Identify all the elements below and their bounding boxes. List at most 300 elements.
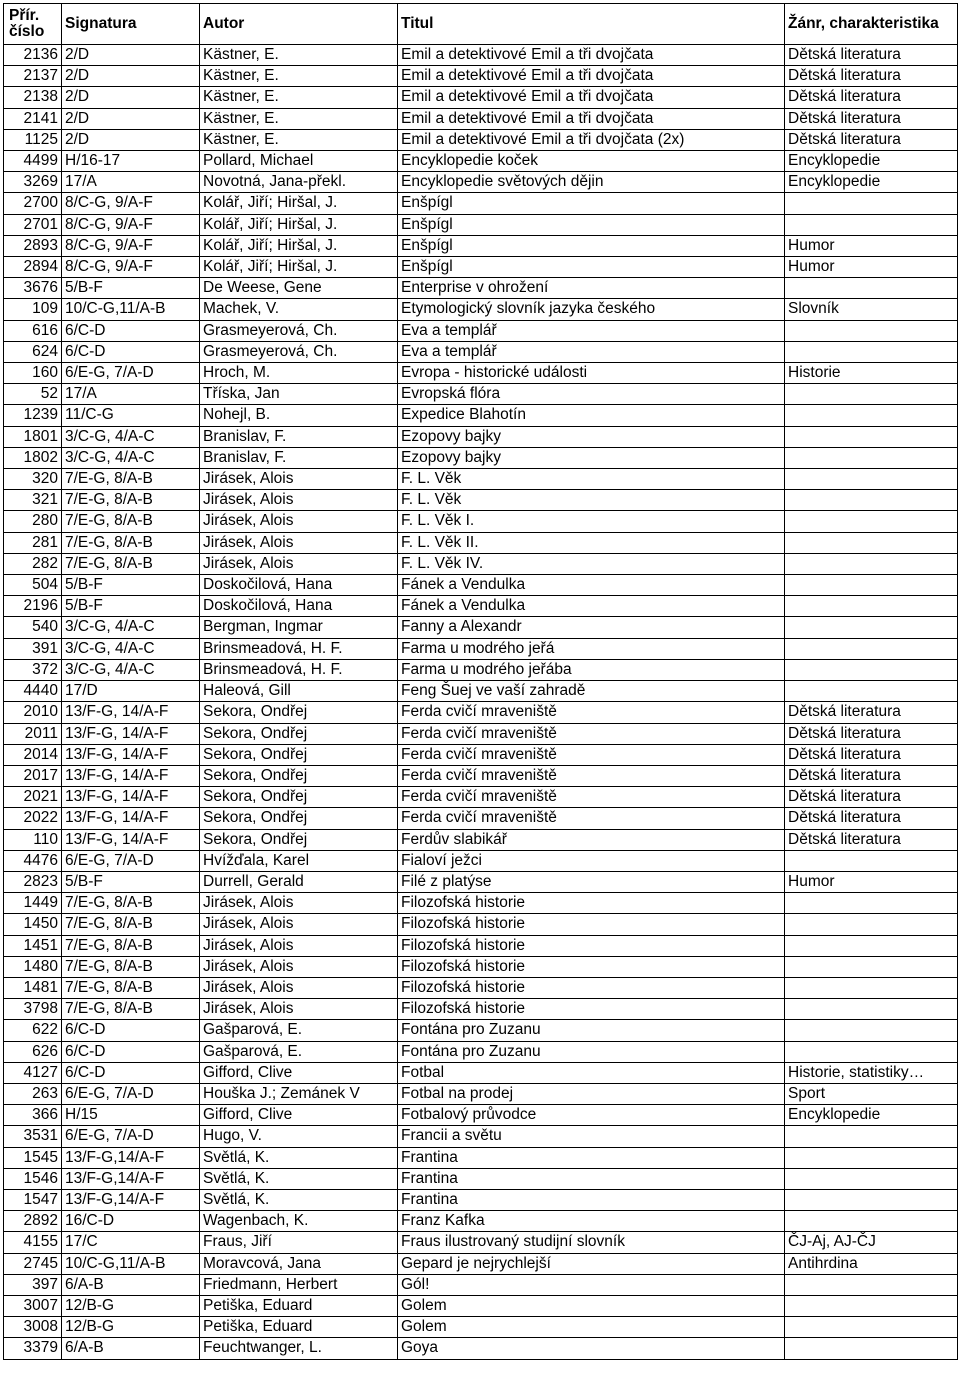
cell-zanr: [785, 956, 958, 977]
cell-zanr: [785, 469, 958, 490]
cell-signatura: 6/E-G, 7/A-D: [62, 850, 200, 871]
cell-zanr: [785, 1274, 958, 1295]
cell-cislo: 3379: [4, 1338, 62, 1359]
cell-autor: Světlá, K.: [200, 1168, 398, 1189]
cell-signatura: 3/C-G, 4/A-C: [62, 659, 200, 680]
cell-autor: Kästner, E.: [200, 108, 398, 129]
cell-signatura: 7/E-G, 8/A-B: [62, 490, 200, 511]
cell-titul: Francii a světu: [398, 1126, 785, 1147]
cell-zanr: [785, 575, 958, 596]
cell-cislo: 109: [4, 299, 62, 320]
table-row: [4, 1168, 958, 1189]
cell-titul: Fánek a Vendulka: [398, 596, 785, 617]
cell-signatura: H/16-17: [62, 151, 200, 172]
table-row: [4, 384, 958, 405]
cell-signatura: 16/C-D: [62, 1211, 200, 1232]
cell-cislo: 2745: [4, 1253, 62, 1274]
cell-cislo: 281: [4, 532, 62, 553]
table-row: [4, 893, 958, 914]
cell-cislo: 2894: [4, 257, 62, 278]
cell-cislo: 2137: [4, 66, 62, 87]
cell-titul: F. L. Věk I.: [398, 511, 785, 532]
cell-cislo: 2892: [4, 1211, 62, 1232]
header-signatura: Signatura: [62, 4, 200, 45]
cell-titul: Golem: [398, 1295, 785, 1316]
cell-cislo: 622: [4, 1020, 62, 1041]
table-row: [4, 575, 958, 596]
cell-autor: Petiška, Eduard: [200, 1317, 398, 1338]
cell-cislo: 4155: [4, 1232, 62, 1253]
cell-zanr: [785, 914, 958, 935]
cell-zanr: [785, 532, 958, 553]
cell-autor: Sekora, Ondřej: [200, 787, 398, 808]
cell-cislo: 280: [4, 511, 62, 532]
table-row: [4, 1232, 958, 1253]
cell-titul: F. L. Věk II.: [398, 532, 785, 553]
cell-titul: Emil a detektivové Emil a tři dvojčata: [398, 45, 785, 66]
cell-cislo: 3798: [4, 999, 62, 1020]
cell-signatura: 6/C-D: [62, 341, 200, 362]
cell-zanr: [785, 214, 958, 235]
cell-zanr: Dětská literatura: [785, 702, 958, 723]
cell-zanr: [785, 1020, 958, 1041]
cell-titul: Ferdův slabikář: [398, 829, 785, 850]
cell-titul: Emil a detektivové Emil a tři dvojčata (2x): [398, 129, 785, 150]
cell-titul: Eva a templář: [398, 341, 785, 362]
table-row: [4, 744, 958, 765]
table-row: [4, 1189, 958, 1210]
cell-cislo: 624: [4, 341, 62, 362]
cell-titul: F. L. Věk IV.: [398, 553, 785, 574]
cell-zanr: [785, 1147, 958, 1168]
table-row: [4, 1020, 958, 1041]
table-row: [4, 999, 958, 1020]
cell-cislo: 3676: [4, 278, 62, 299]
header-cislo-line2: číslo: [9, 23, 45, 40]
table-body: [4, 45, 958, 1360]
cell-autor: Sekora, Ondřej: [200, 744, 398, 765]
table-row: [4, 235, 958, 256]
table-row: [4, 1062, 958, 1083]
cell-signatura: 5/B-F: [62, 596, 200, 617]
cell-signatura: 7/E-G, 8/A-B: [62, 935, 200, 956]
cell-signatura: 13/F-G, 14/A-F: [62, 744, 200, 765]
cell-titul: Evropa - historické události: [398, 363, 785, 384]
cell-zanr: [785, 681, 958, 702]
cell-signatura: 6/E-G, 7/A-D: [62, 1126, 200, 1147]
cell-autor: Brinsmeadová, H. F.: [200, 638, 398, 659]
table-row: [4, 151, 958, 172]
cell-zanr: Encyklopedie: [785, 172, 958, 193]
cell-signatura: 13/F-G,14/A-F: [62, 1189, 200, 1210]
cell-titul: Fanny a Alexandr: [398, 617, 785, 638]
cell-autor: Kästner, E.: [200, 129, 398, 150]
cell-titul: Enšpígl: [398, 214, 785, 235]
table-row: [4, 490, 958, 511]
cell-titul: Golem: [398, 1317, 785, 1338]
cell-cislo: 2017: [4, 765, 62, 786]
cell-autor: Kästner, E.: [200, 45, 398, 66]
cell-autor: Světlá, K.: [200, 1189, 398, 1210]
cell-cislo: 1546: [4, 1168, 62, 1189]
cell-zanr: [785, 638, 958, 659]
cell-zanr: [785, 193, 958, 214]
cell-autor: Sekora, Ondřej: [200, 702, 398, 723]
cell-signatura: 17/C: [62, 1232, 200, 1253]
table-row: [4, 787, 958, 808]
cell-zanr: ČJ-Aj, AJ-ČJ: [785, 1232, 958, 1253]
header-row: [4, 4, 958, 45]
cell-autor: Jirásek, Alois: [200, 490, 398, 511]
table-row: [4, 66, 958, 87]
cell-autor: Wagenbach, K.: [200, 1211, 398, 1232]
cell-signatura: 17/A: [62, 384, 200, 405]
cell-zanr: [785, 659, 958, 680]
cell-zanr: Dětská literatura: [785, 723, 958, 744]
cell-signatura: 10/C-G,11/A-B: [62, 299, 200, 320]
cell-titul: Fotbal na prodej: [398, 1083, 785, 1104]
cell-signatura: 12/B-G: [62, 1295, 200, 1316]
table-row: [4, 532, 958, 553]
table-row: [4, 850, 958, 871]
cell-titul: Ezopovy bajky: [398, 426, 785, 447]
cell-cislo: 4440: [4, 681, 62, 702]
table-row: [4, 1253, 958, 1274]
cell-zanr: Dětská literatura: [785, 45, 958, 66]
cell-signatura: 7/E-G, 8/A-B: [62, 977, 200, 998]
cell-autor: Jirásek, Alois: [200, 532, 398, 553]
cell-titul: Filozofská historie: [398, 893, 785, 914]
table-row: [4, 1317, 958, 1338]
cell-autor: Pollard, Michael: [200, 151, 398, 172]
cell-zanr: Dětská literatura: [785, 129, 958, 150]
cell-signatura: 8/C-G, 9/A-F: [62, 235, 200, 256]
cell-signatura: 11/C-G: [62, 405, 200, 426]
cell-cislo: 1801: [4, 426, 62, 447]
cell-autor: Nohejl, B.: [200, 405, 398, 426]
cell-signatura: 3/C-G, 4/A-C: [62, 617, 200, 638]
cell-autor: Brinsmeadová, H. F.: [200, 659, 398, 680]
cell-zanr: [785, 1126, 958, 1147]
cell-autor: Sekora, Ondřej: [200, 765, 398, 786]
cell-signatura: 13/F-G, 14/A-F: [62, 765, 200, 786]
cell-autor: Kolář, Jiří; Hiršal, J.: [200, 193, 398, 214]
cell-zanr: Encyklopedie: [785, 151, 958, 172]
cell-zanr: Humor: [785, 235, 958, 256]
cell-signatura: 2/D: [62, 87, 200, 108]
cell-titul: Encyklopedie koček: [398, 151, 785, 172]
cell-titul: Filozofská historie: [398, 914, 785, 935]
cell-zanr: [785, 1189, 958, 1210]
cell-zanr: [785, 999, 958, 1020]
cell-cislo: 320: [4, 469, 62, 490]
cell-titul: Ferda cvičí mraveniště: [398, 702, 785, 723]
cell-zanr: [785, 893, 958, 914]
cell-titul: F. L. Věk: [398, 490, 785, 511]
cell-signatura: 12/B-G: [62, 1317, 200, 1338]
cell-autor: Kolář, Jiří; Hiršal, J.: [200, 214, 398, 235]
cell-signatura: 6/C-D: [62, 1020, 200, 1041]
cell-signatura: 6/C-D: [62, 1062, 200, 1083]
cell-titul: Ferda cvičí mraveniště: [398, 787, 785, 808]
cell-titul: Enšpígl: [398, 257, 785, 278]
cell-zanr: Encyklopedie: [785, 1105, 958, 1126]
cell-signatura: 7/E-G, 8/A-B: [62, 511, 200, 532]
cell-titul: Frantina: [398, 1147, 785, 1168]
cell-zanr: [785, 490, 958, 511]
cell-autor: Gašparová, E.: [200, 1020, 398, 1041]
header-cislo: [4, 4, 62, 45]
cell-titul: Goya: [398, 1338, 785, 1359]
table-row: [4, 1295, 958, 1316]
cell-cislo: 1450: [4, 914, 62, 935]
cell-signatura: 7/E-G, 8/A-B: [62, 956, 200, 977]
table-row: [4, 553, 958, 574]
cell-signatura: 8/C-G, 9/A-F: [62, 193, 200, 214]
table-row: [4, 829, 958, 850]
table-row: [4, 511, 958, 532]
cell-zanr: [785, 553, 958, 574]
cell-signatura: 13/F-G, 14/A-F: [62, 702, 200, 723]
cell-autor: Fraus, Jiří: [200, 1232, 398, 1253]
cell-autor: Kolář, Jiří; Hiršal, J.: [200, 257, 398, 278]
table-row: [4, 935, 958, 956]
cell-cislo: 52: [4, 384, 62, 405]
cell-titul: Ferda cvičí mraveniště: [398, 744, 785, 765]
cell-cislo: 4127: [4, 1062, 62, 1083]
table-row: [4, 257, 958, 278]
cell-titul: Frantina: [398, 1168, 785, 1189]
cell-titul: Ferda cvičí mraveniště: [398, 723, 785, 744]
table-row: [4, 1083, 958, 1104]
cell-cislo: 2022: [4, 808, 62, 829]
cell-titul: Fotbal: [398, 1062, 785, 1083]
cell-cislo: 1480: [4, 956, 62, 977]
cell-signatura: 6/E-G, 7/A-D: [62, 363, 200, 384]
cell-zanr: Dětská literatura: [785, 66, 958, 87]
cell-titul: Fontána pro Zuzanu: [398, 1020, 785, 1041]
cell-zanr: [785, 596, 958, 617]
table-row: [4, 956, 958, 977]
cell-autor: Jirásek, Alois: [200, 999, 398, 1020]
cell-cislo: 3007: [4, 1295, 62, 1316]
cell-titul: Enšpígl: [398, 235, 785, 256]
table-row: [4, 172, 958, 193]
table-row: [4, 977, 958, 998]
cell-autor: Doskočilová, Hana: [200, 575, 398, 596]
cell-zanr: [785, 1041, 958, 1062]
cell-zanr: [785, 511, 958, 532]
table-row: [4, 129, 958, 150]
cell-titul: Fánek a Vendulka: [398, 575, 785, 596]
cell-signatura: 13/F-G,14/A-F: [62, 1147, 200, 1168]
cell-titul: Filozofská historie: [398, 956, 785, 977]
cell-autor: Jirásek, Alois: [200, 977, 398, 998]
cell-titul: Enšpígl: [398, 193, 785, 214]
cell-autor: Kästner, E.: [200, 66, 398, 87]
cell-zanr: Humor: [785, 871, 958, 892]
table-row: [4, 1338, 958, 1359]
cell-titul: Frantina: [398, 1189, 785, 1210]
cell-signatura: 7/E-G, 8/A-B: [62, 914, 200, 935]
cell-zanr: Dětská literatura: [785, 108, 958, 129]
cell-signatura: 6/A-B: [62, 1338, 200, 1359]
table-row: [4, 702, 958, 723]
cell-zanr: [785, 1295, 958, 1316]
header-titul: Titul: [398, 4, 785, 45]
cell-zanr: [785, 850, 958, 871]
table-row: [4, 45, 958, 66]
cell-titul: Filozofská historie: [398, 935, 785, 956]
cell-autor: Doskočilová, Hana: [200, 596, 398, 617]
cell-titul: Farma u modrého jeřá: [398, 638, 785, 659]
cell-autor: Houška J.; Zemánek V: [200, 1083, 398, 1104]
cell-autor: Petiška, Eduard: [200, 1295, 398, 1316]
cell-cislo: 1449: [4, 893, 62, 914]
cell-zanr: [785, 426, 958, 447]
table-row: [4, 638, 958, 659]
cell-cislo: 263: [4, 1083, 62, 1104]
cell-titul: Emil a detektivové Emil a tři dvojčata: [398, 66, 785, 87]
cell-autor: Jirásek, Alois: [200, 956, 398, 977]
cell-titul: Fialoví ježci: [398, 850, 785, 871]
cell-cislo: 321: [4, 490, 62, 511]
cell-cislo: 1451: [4, 935, 62, 956]
cell-autor: Haleová, Gill: [200, 681, 398, 702]
cell-signatura: 13/F-G, 14/A-F: [62, 723, 200, 744]
cell-zanr: Humor: [785, 257, 958, 278]
header-zanr: Žánr, charakteristika: [785, 4, 958, 45]
table-row: [4, 108, 958, 129]
cell-signatura: 13/F-G, 14/A-F: [62, 787, 200, 808]
table-row: [4, 1274, 958, 1295]
cell-signatura: 7/E-G, 8/A-B: [62, 469, 200, 490]
cell-cislo: 1802: [4, 447, 62, 468]
cell-titul: Farma u modrého jeřába: [398, 659, 785, 680]
table-row: [4, 363, 958, 384]
table-row: [4, 193, 958, 214]
cell-signatura: 5/B-F: [62, 575, 200, 596]
cell-cislo: 160: [4, 363, 62, 384]
cell-cislo: 504: [4, 575, 62, 596]
cell-signatura: 8/C-G, 9/A-F: [62, 214, 200, 235]
cell-cislo: 2141: [4, 108, 62, 129]
cell-zanr: Dětská literatura: [785, 787, 958, 808]
cell-zanr: [785, 977, 958, 998]
cell-autor: Tříska, Jan: [200, 384, 398, 405]
cell-zanr: Dětská literatura: [785, 87, 958, 108]
cell-titul: Filozofská historie: [398, 999, 785, 1020]
cell-titul: Filé z platýse: [398, 871, 785, 892]
table-row: [4, 214, 958, 235]
cell-zanr: Slovník: [785, 299, 958, 320]
cell-zanr: [785, 1211, 958, 1232]
cell-autor: De Weese, Gene: [200, 278, 398, 299]
cell-cislo: 2021: [4, 787, 62, 808]
cell-signatura: 6/C-D: [62, 1041, 200, 1062]
cell-titul: Eva a templář: [398, 320, 785, 341]
cell-cislo: 3269: [4, 172, 62, 193]
cell-autor: Kolář, Jiří; Hiršal, J.: [200, 235, 398, 256]
table-row: [4, 596, 958, 617]
cell-zanr: [785, 1168, 958, 1189]
table-row: [4, 1105, 958, 1126]
cell-cislo: 1547: [4, 1189, 62, 1210]
cell-signatura: 8/C-G, 9/A-F: [62, 257, 200, 278]
cell-zanr: Historie, statistiky…: [785, 1062, 958, 1083]
cell-autor: Friedmann, Herbert: [200, 1274, 398, 1295]
cell-signatura: 6/E-G, 7/A-D: [62, 1083, 200, 1104]
cell-cislo: 1125: [4, 129, 62, 150]
cell-zanr: [785, 278, 958, 299]
cell-cislo: 1545: [4, 1147, 62, 1168]
cell-autor: Gašparová, E.: [200, 1041, 398, 1062]
cell-signatura: 6/C-D: [62, 320, 200, 341]
cell-titul: Gól!: [398, 1274, 785, 1295]
cell-zanr: Dětská literatura: [785, 765, 958, 786]
table-row: [4, 808, 958, 829]
table-row: [4, 871, 958, 892]
cell-autor: Světlá, K.: [200, 1147, 398, 1168]
cell-cislo: 397: [4, 1274, 62, 1295]
cell-zanr: Dětská literatura: [785, 829, 958, 850]
cell-cislo: 3531: [4, 1126, 62, 1147]
cell-signatura: 17/A: [62, 172, 200, 193]
cell-titul: Expedice Blahotín: [398, 405, 785, 426]
cell-autor: Jirásek, Alois: [200, 893, 398, 914]
cell-autor: Machek, V.: [200, 299, 398, 320]
cell-cislo: 282: [4, 553, 62, 574]
cell-signatura: 3/C-G, 4/A-C: [62, 638, 200, 659]
cell-cislo: 2700: [4, 193, 62, 214]
cell-cislo: 4499: [4, 151, 62, 172]
cell-zanr: Dětská literatura: [785, 744, 958, 765]
table-row: [4, 320, 958, 341]
cell-signatura: 13/F-G, 14/A-F: [62, 829, 200, 850]
cell-autor: Hvížďala, Karel: [200, 850, 398, 871]
cell-signatura: 7/E-G, 8/A-B: [62, 893, 200, 914]
cell-zanr: Historie: [785, 363, 958, 384]
table-row: [4, 447, 958, 468]
table-row: [4, 1126, 958, 1147]
cell-signatura: 7/E-G, 8/A-B: [62, 553, 200, 574]
cell-cislo: 2011: [4, 723, 62, 744]
table-row: [4, 341, 958, 362]
cell-titul: Filozofská historie: [398, 977, 785, 998]
cell-signatura: 3/C-G, 4/A-C: [62, 426, 200, 447]
cell-cislo: 1481: [4, 977, 62, 998]
cell-signatura: 6/A-B: [62, 1274, 200, 1295]
cell-autor: Branislav, F.: [200, 447, 398, 468]
cell-autor: Moravcová, Jana: [200, 1253, 398, 1274]
cell-titul: Enterprise v ohrožení: [398, 278, 785, 299]
cell-titul: Encyklopedie světových dějin: [398, 172, 785, 193]
cell-cislo: 616: [4, 320, 62, 341]
table-row: [4, 765, 958, 786]
cell-autor: Sekora, Ondřej: [200, 829, 398, 850]
cell-autor: Hugo, V.: [200, 1126, 398, 1147]
table-row: [4, 723, 958, 744]
header-cislo-line1: Přír.: [9, 7, 40, 24]
cell-cislo: 3008: [4, 1317, 62, 1338]
cell-titul: Fontána pro Zuzanu: [398, 1041, 785, 1062]
cell-titul: Emil a detektivové Emil a tři dvojčata: [398, 108, 785, 129]
cell-titul: Emil a detektivové Emil a tři dvojčata: [398, 87, 785, 108]
cell-titul: Fraus ilustrovaný studijní slovník: [398, 1232, 785, 1253]
table-row: [4, 1041, 958, 1062]
cell-autor: Kästner, E.: [200, 87, 398, 108]
table-row: [4, 278, 958, 299]
